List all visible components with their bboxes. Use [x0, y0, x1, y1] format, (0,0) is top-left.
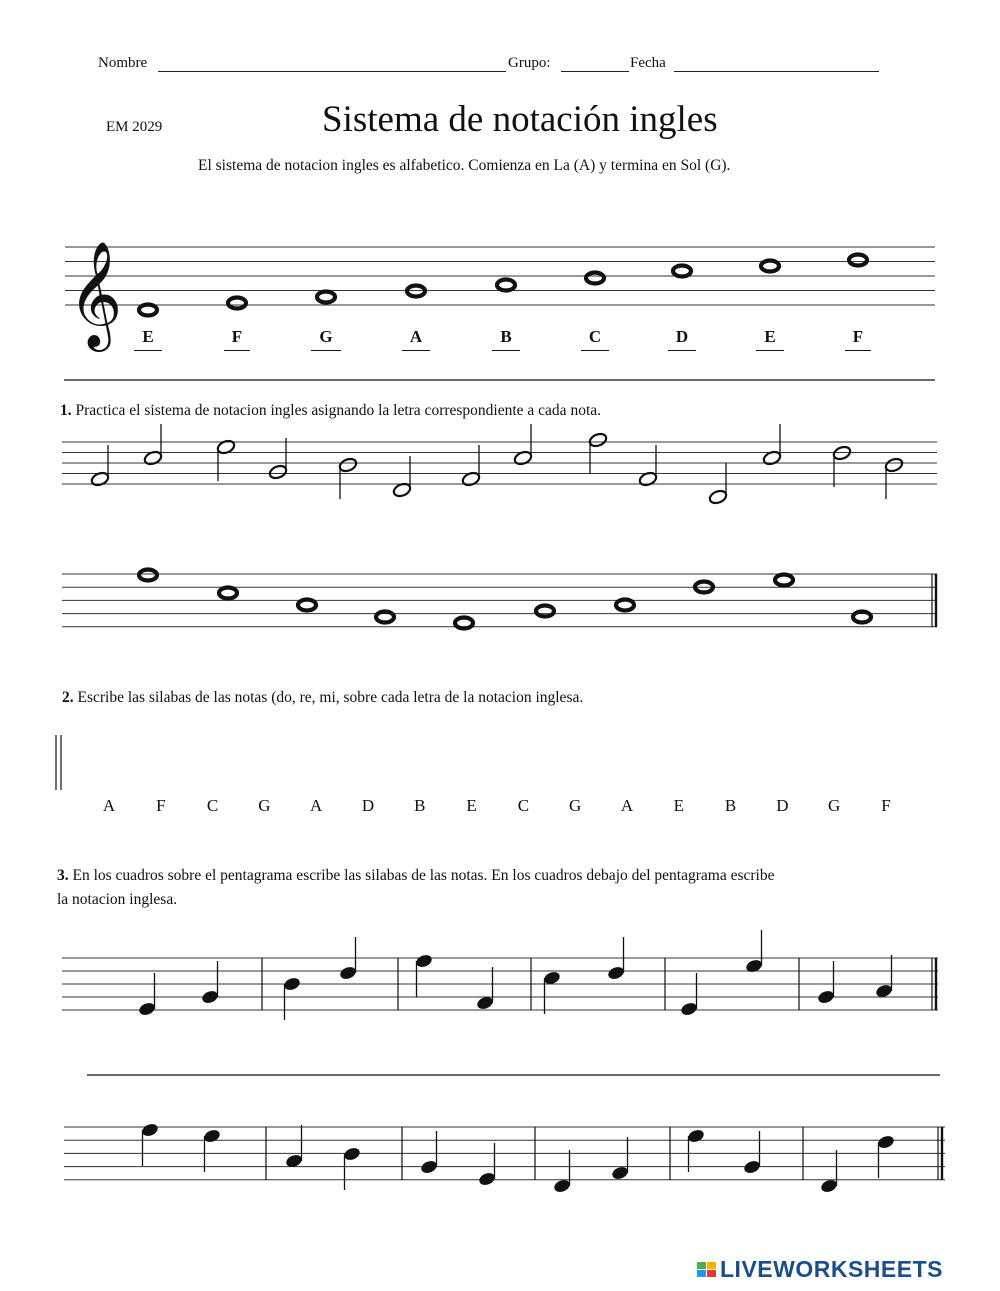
whole-note [775, 575, 793, 586]
half-note-head [708, 489, 728, 506]
exercise1-instruction: 1. Practica el sistema de notacion ingles asignando la letra correspondiente a cada nota. [60, 402, 602, 419]
reference-note-label: C [575, 327, 615, 351]
exercise2-letter: E [466, 796, 477, 815]
quarter-note-head [817, 989, 836, 1005]
whole-note [219, 588, 237, 599]
exercise2-letter: E [673, 796, 684, 815]
whole-note [497, 280, 515, 291]
quarter-note-head [141, 1122, 160, 1138]
name-label: Nombre [98, 55, 148, 71]
group-label: Grupo: [508, 55, 551, 71]
quarter-note-head [343, 1146, 362, 1162]
half-note-head [884, 457, 904, 474]
quarter-note-head [611, 1165, 630, 1181]
quarter-note-head [415, 953, 434, 969]
whole-note [298, 600, 316, 611]
exercise2-letter: C [517, 796, 530, 815]
quarter-note-head [745, 958, 764, 974]
intro-text: El sistema de notacion ingles es alfabetico. Comienza en La (A) y termina en Sol (G). [198, 157, 731, 174]
quarter-note-head [877, 1134, 896, 1150]
exercise2-letter: D [361, 796, 375, 815]
quarter-note-head [820, 1178, 839, 1194]
quarter-note-head [339, 965, 358, 981]
quarter-note-head [283, 976, 302, 992]
exercise2-letter: B [724, 796, 737, 815]
exercise2-letter: C [206, 796, 219, 815]
brand-name: LIVEWORKSHEETS [720, 1256, 943, 1282]
exercise2-letter: A [310, 796, 323, 815]
quarter-note-head [553, 1178, 572, 1194]
quarter-note-head [138, 1001, 157, 1017]
quarter-note-head [201, 989, 220, 1005]
exercise2-letter: D [776, 796, 789, 815]
reference-note-label: B [486, 327, 526, 351]
reference-note-label: F [838, 327, 878, 351]
whole-note [455, 618, 473, 629]
whole-note [317, 292, 335, 303]
quarter-note-head [687, 1128, 706, 1144]
whole-note [228, 298, 246, 309]
reference-note-label: G [306, 327, 346, 351]
whole-note [761, 261, 779, 272]
quarter-note-head [680, 1001, 699, 1017]
whole-note [849, 255, 867, 266]
exercise2-letter: F [881, 796, 891, 815]
liveworksheets-logo [697, 1256, 943, 1283]
exercise2-letter: G [569, 796, 582, 815]
quarter-note-head [203, 1128, 222, 1144]
half-note-head [588, 432, 608, 449]
exercise2-instruction: 2. Escribe las silabas de las notas (do, re, mi, sobre cada letra de la notacion inglesa. [62, 689, 584, 706]
exercise2-letter: F [156, 796, 166, 815]
date-label: Fecha [630, 55, 666, 71]
reference-note-label: E [750, 327, 790, 351]
exercise2-letter: G [258, 796, 271, 815]
whole-note [139, 570, 157, 581]
half-note-head [338, 457, 358, 474]
exercise2-letter: A [102, 796, 116, 815]
whole-note [536, 606, 554, 617]
reference-note-label: F [217, 327, 257, 351]
reference-note-label: D [662, 327, 702, 351]
quarter-note-head [743, 1159, 762, 1175]
worksheet-code: EM 2029 [106, 119, 163, 135]
whole-note [376, 612, 394, 623]
half-note-head [268, 464, 288, 481]
exercise2-letter: A [620, 796, 634, 815]
reference-note-label: E [128, 327, 168, 351]
quarter-note-head [607, 965, 626, 981]
quarter-note-head [478, 1171, 497, 1187]
whole-note [139, 305, 157, 316]
whole-note [853, 612, 871, 623]
exercise2-letter: G [828, 796, 841, 815]
logo-blocks-icon [697, 1262, 716, 1277]
reference-note-label: A [396, 327, 436, 351]
quarter-note-head [420, 1159, 439, 1175]
whole-note [616, 600, 634, 611]
whole-note [673, 266, 691, 277]
exercise2-letter: B [414, 796, 426, 815]
whole-note [586, 273, 604, 284]
exercise3-instruction: 3. En los cuadros sobre el pentagrama escribe las silabas de las notas. En los cuadros debajo del pentagrama escribe la notacion inglesa. [57, 867, 775, 908]
treble-clef-icon: 𝄞 [68, 240, 123, 347]
page-title: Sistema de notación ingles [322, 99, 718, 140]
